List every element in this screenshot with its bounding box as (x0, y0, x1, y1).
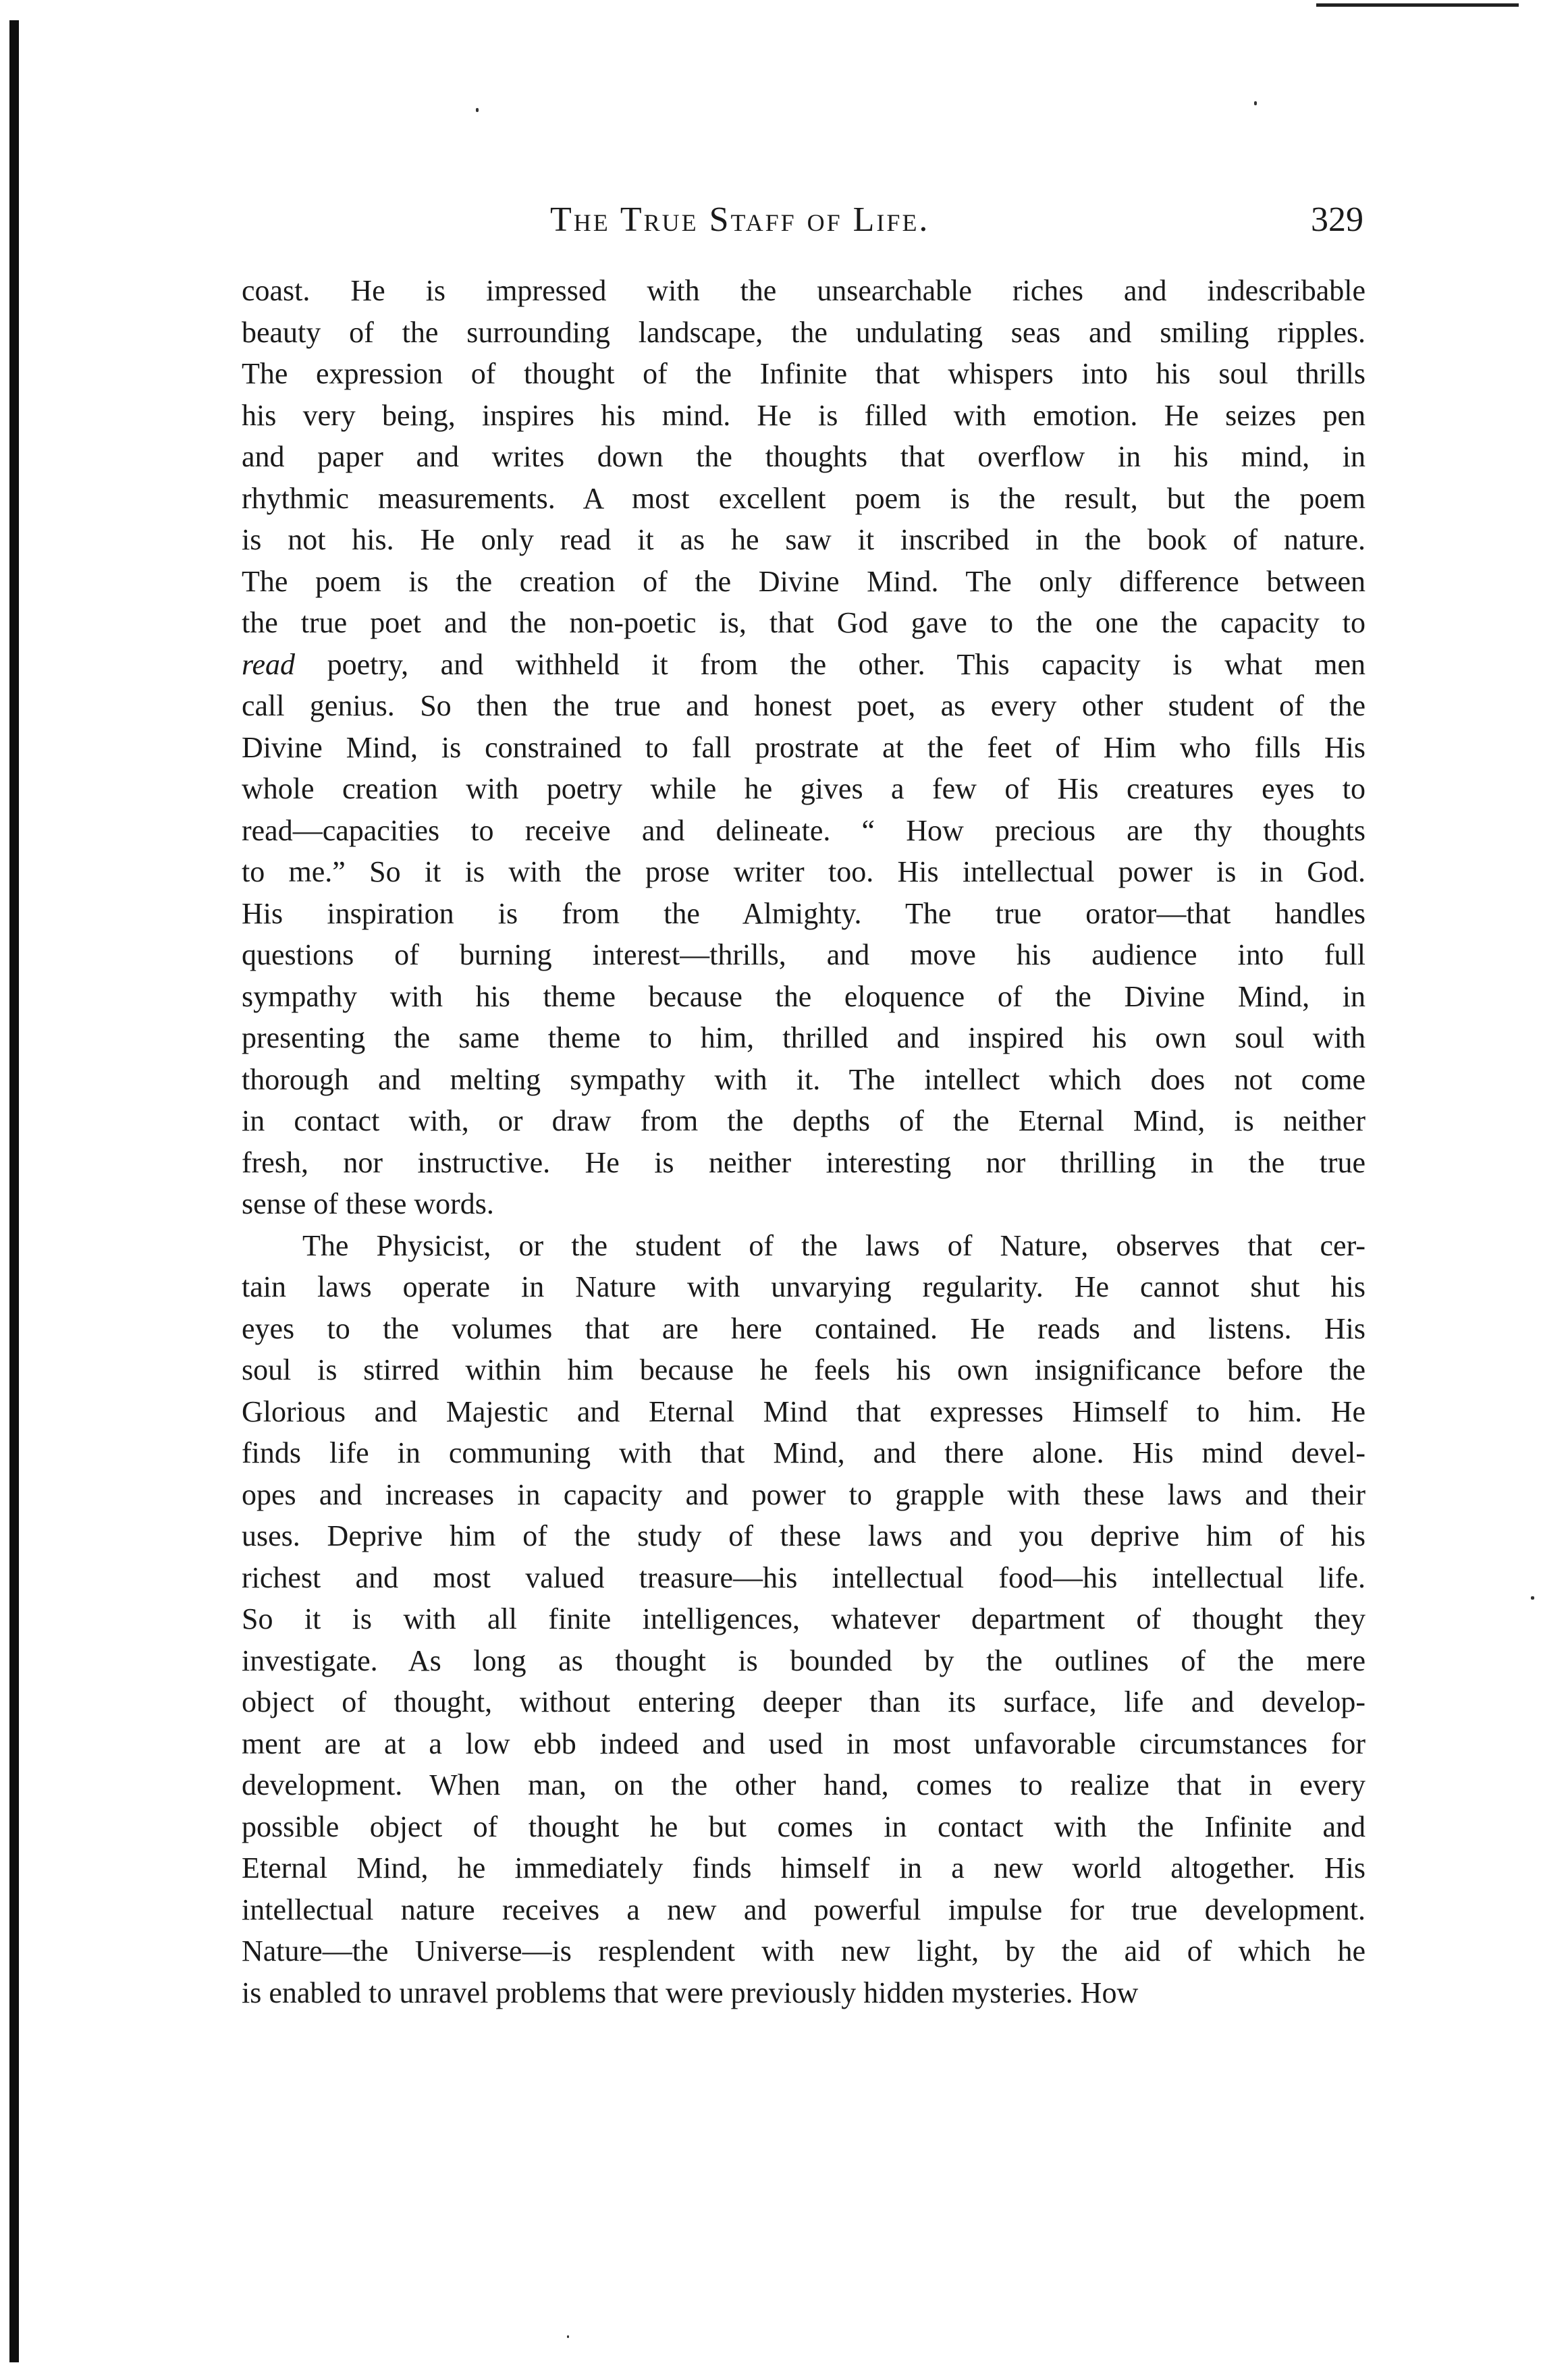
text-line: soul is stirred within him because he feels his own insignificance before the (242, 1353, 1366, 1386)
scan-speck (1531, 1596, 1534, 1600)
text-line: coast. He is impressed with the unsearchable riches and indescribable (242, 274, 1366, 307)
text-line: Glorious and Majestic and Eternal Mind that expresses Himself to him. He (242, 1394, 1366, 1428)
text-line: in contact with, or draw from the depths of the Eternal Mind, is neither (242, 1104, 1366, 1137)
scan-speck (567, 2335, 569, 2338)
text-line: call genius. So then the true and honest poet, as every other student of the (242, 689, 1366, 722)
text-line: development. When man, on the other hand, comes to realize that in every (242, 1768, 1366, 1801)
text-line: read poetry, and withheld it from the other. This capacity is what men (242, 647, 1366, 681)
text-line: intellectual nature receives a new and powerful impulse for true development. (242, 1893, 1366, 1926)
text-line: and paper and writes down the thoughts that overflow in his mind, in (242, 440, 1366, 473)
text-line: object of thought, without entering deeper than its surface, life and develop- (242, 1685, 1366, 1718)
text-line: the true poet and the non-poetic is, that God gave to the one the capacity to (242, 606, 1366, 639)
text-line: Nature—the Universe—is resplendent with new light, by the aid of which he (242, 1934, 1366, 1967)
running-title: The True Staff of Life. (550, 200, 930, 239)
body-text (242, 270, 1366, 2013)
text-line: is enabled to unravel problems that were previously hidden mysteries. How (242, 1976, 1139, 2009)
text-line: eyes to the volumes that are here contained. He reads and listens. His (242, 1311, 1366, 1345)
text-line: Eternal Mind, he immediately finds himself in a new world altogether. His (242, 1851, 1366, 1884)
text-line: presenting the same theme to him, thrilled and inspired his own soul with (242, 1021, 1366, 1054)
scan-top-rule (1316, 3, 1519, 7)
text-line: sense of these words. (242, 1187, 494, 1220)
text-line: So it is with all finite intelligences, whatever department of thought they (242, 1602, 1366, 1635)
text-line: beauty of the surrounding landscape, the undulating seas and smiling ripples. (242, 315, 1366, 349)
text-line: whole creation with poetry while he gives a few of His creatures eyes to (242, 772, 1366, 805)
text-line: Divine Mind, is constrained to fall prostrate at the feet of Him who fills His (242, 730, 1366, 764)
running-head (243, 200, 1363, 254)
text-line: investigate. As long as thought is bounded by the outlines of the mere (242, 1644, 1366, 1677)
scan-speck (476, 108, 479, 112)
scan-binding-edge (9, 20, 19, 2362)
text-line: his very being, inspires his mind. He is filled with emotion. He seizes pen (242, 398, 1366, 432)
text-line: uses. Deprive him of the study of these laws and you deprive him of his (242, 1519, 1366, 1552)
text-line: ment are at a low ebb indeed and used in most unfavorable circumstances for (242, 1727, 1366, 1760)
paragraph (242, 270, 1366, 1225)
text-line: rhythmic measurements. A most excellent poem is the result, but the poem (242, 481, 1366, 515)
text-line: finds life in communing with that Mind, and there alone. His mind devel- (242, 1436, 1366, 1469)
text-line: His inspiration is from the Almighty. The true orator—that handles (242, 896, 1366, 930)
text-line: read—capacities to receive and delineate. “ How precious are thy thoughts (242, 813, 1366, 847)
text-line: is not his. He only read it as he saw it inscribed in the book of nature. (242, 523, 1366, 556)
text-line: thorough and melting sympathy with it. The intellect which does not come (242, 1062, 1366, 1096)
text-line: opes and increases in capacity and power to grapple with these laws and their (242, 1477, 1366, 1511)
text-line: possible object of thought he but comes in contact with the Infinite and (242, 1810, 1366, 1843)
text-line: The Physicist, or the student of the laws of Nature, observes that cer- (302, 1228, 1366, 1262)
text-line: sympathy with his theme because the eloquence of the Divine Mind, in (242, 979, 1366, 1013)
text-line: The poem is the creation of the Divine Mind. The only difference between (242, 564, 1366, 598)
text-line: questions of burning interest—thrills, and move his audience into full (242, 938, 1366, 971)
text-line: tain laws operate in Nature with unvarying regularity. He cannot shut his (242, 1270, 1366, 1303)
scan-speck (1254, 101, 1257, 105)
text-line: to me.” So it is with the prose writer too. His intellectual power is in God. (242, 855, 1366, 888)
text-line: The expression of thought of the Infinite that whispers into his soul thrills (242, 357, 1366, 390)
italic-word: read (242, 647, 296, 681)
page-number: 329 (1311, 200, 1363, 239)
text-line: richest and most valued treasure—his intellectual food—his intellectual life. (242, 1560, 1366, 1594)
paragraph (242, 1225, 1366, 2014)
text-line: fresh, nor instructive. He is neither interesting nor thrilling in the true (242, 1145, 1366, 1179)
